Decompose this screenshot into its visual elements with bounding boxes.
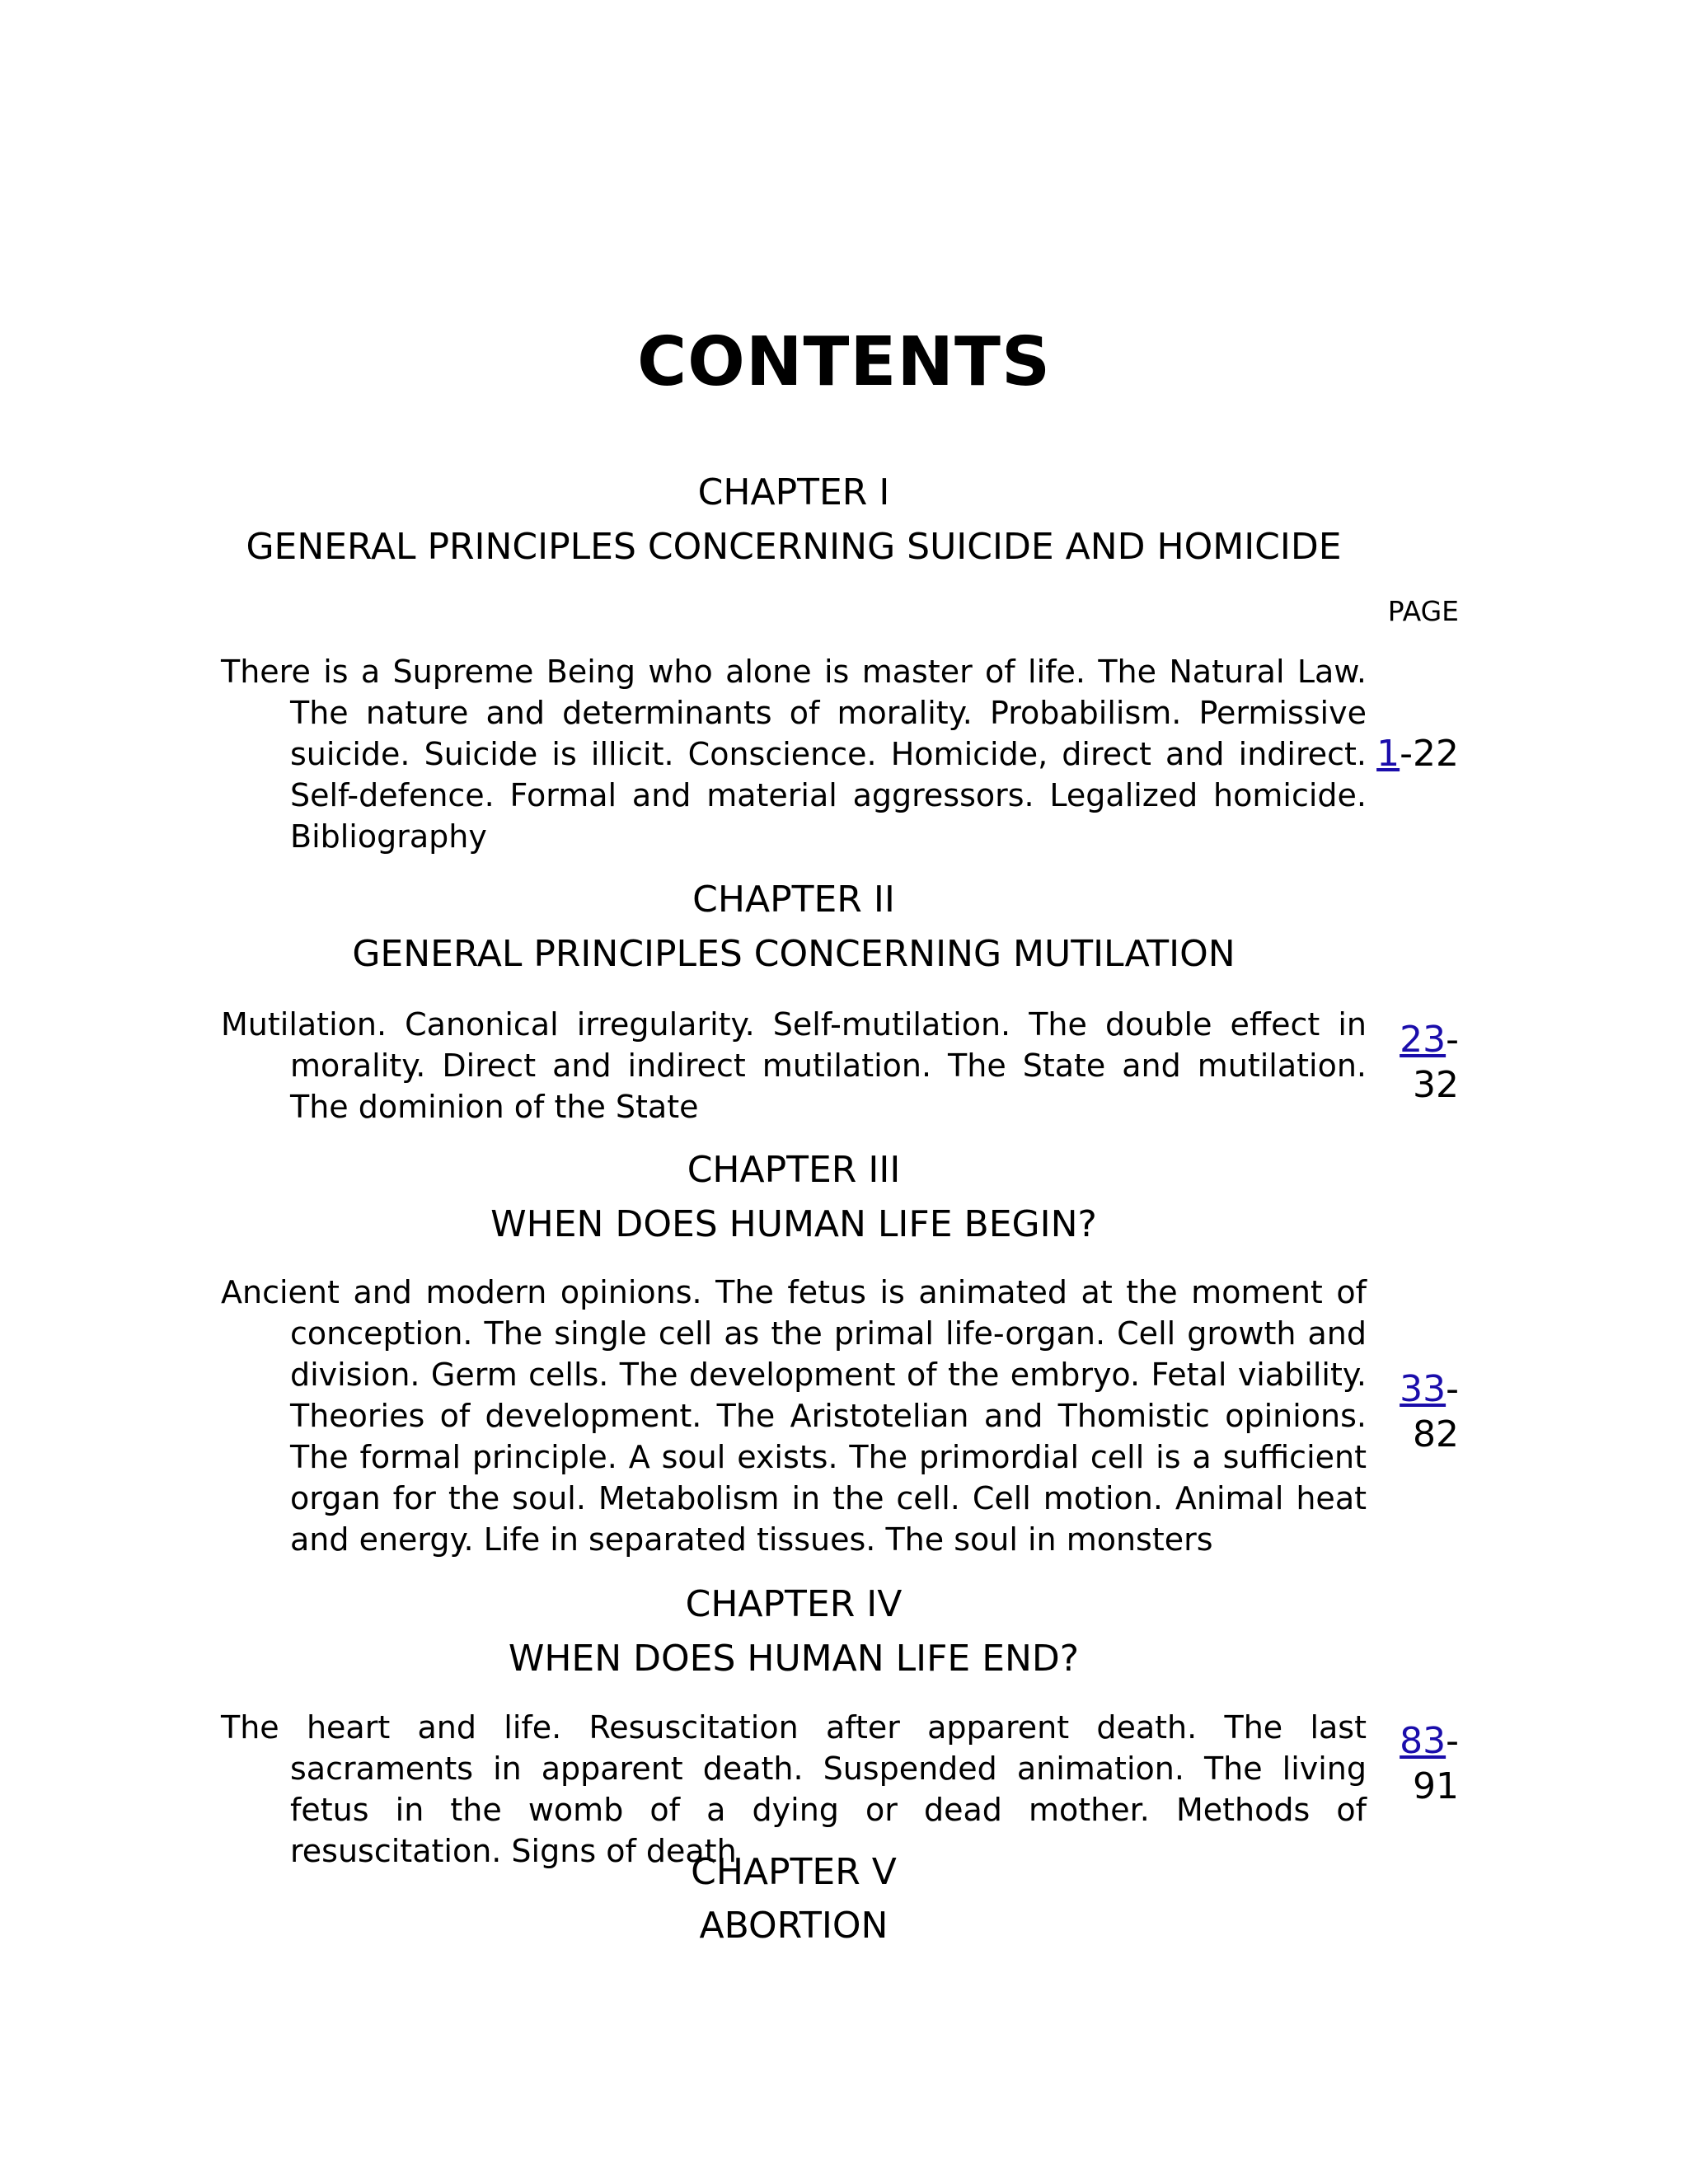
- page-range: [1370, 1366, 1459, 1457]
- page-range: [1370, 1718, 1459, 1809]
- page-end-line2: 32: [1413, 1064, 1459, 1106]
- page-end: -: [1446, 1720, 1459, 1762]
- page-range: [1370, 731, 1459, 776]
- page-title: CONTENTS: [636, 323, 1052, 401]
- page-end-line2: 82: [1413, 1413, 1459, 1455]
- page-end-line2: 91: [1413, 1765, 1459, 1807]
- chapter-title: GENERAL PRINCIPLES CONCERNING MUTILATION: [352, 933, 1236, 975]
- chapter-number: CHAPTER V: [691, 1851, 897, 1893]
- page-link[interactable]: 83: [1400, 1720, 1447, 1762]
- page-end: -: [1446, 1368, 1459, 1410]
- page-end: -22: [1400, 733, 1459, 775]
- page-end: -: [1446, 1019, 1459, 1061]
- page-link[interactable]: 1: [1376, 733, 1400, 775]
- chapter-title: GENERAL PRINCIPLES CONCERNING SUICIDE AND HOMICIDE: [246, 526, 1342, 568]
- chapter-number: CHAPTER I: [697, 471, 890, 513]
- page-range: [1370, 1017, 1459, 1108]
- chapter-description: There is a Supreme Being who alone is master of life. The Natural Law. The nature and determinants of morality. Probabilism. Permissive suicide. Suicide is illicit. Conscience. Homicide, direct and indirect. Self-defence. Formal and material aggressors. Legalized homicide. Bibliography: [221, 654, 1367, 855]
- chapter-title: WHEN DOES HUMAN LIFE BEGIN?: [490, 1203, 1097, 1245]
- chapter-description: Mutilation. Canonical irregularity. Self-mutilation. The double effect in morality. Direct and indirect mutilation. The State and mutilation. The dominion of the State: [221, 1006, 1367, 1125]
- page-column-header: PAGE: [1387, 595, 1459, 627]
- chapter-title: WHEN DOES HUMAN LIFE END?: [508, 1638, 1080, 1680]
- chapter-number: CHAPTER II: [692, 879, 895, 921]
- chapter-title: ABORTION: [699, 1905, 889, 1947]
- chapter-number: CHAPTER IV: [685, 1583, 903, 1625]
- page-link[interactable]: 23: [1400, 1019, 1447, 1061]
- chapter-number: CHAPTER III: [687, 1149, 901, 1191]
- chapter-description: Ancient and modern opinions. The fetus is animated at the moment of conception. The single cell as the primal life-organ. Cell growth and division. Germ cells. The development of the embryo. Fetal viability. Theories of development. The Aristotelian and Thomistic opinions. The formal principle. A soul exists. The primordial cell is a sufficient organ for the soul. Metabolism in the cell. Cell motion. Animal heat and energy. Life in separated tissues. The soul in monsters: [221, 1274, 1367, 1558]
- page-link[interactable]: 33: [1400, 1368, 1447, 1410]
- chapter-description: The heart and life. Resuscitation after apparent death. The last sacraments in apparent death. Suspended animation. The living fetus in the womb of a dying or dead mother. Methods of resuscitation. Signs of death: [221, 1709, 1367, 1869]
